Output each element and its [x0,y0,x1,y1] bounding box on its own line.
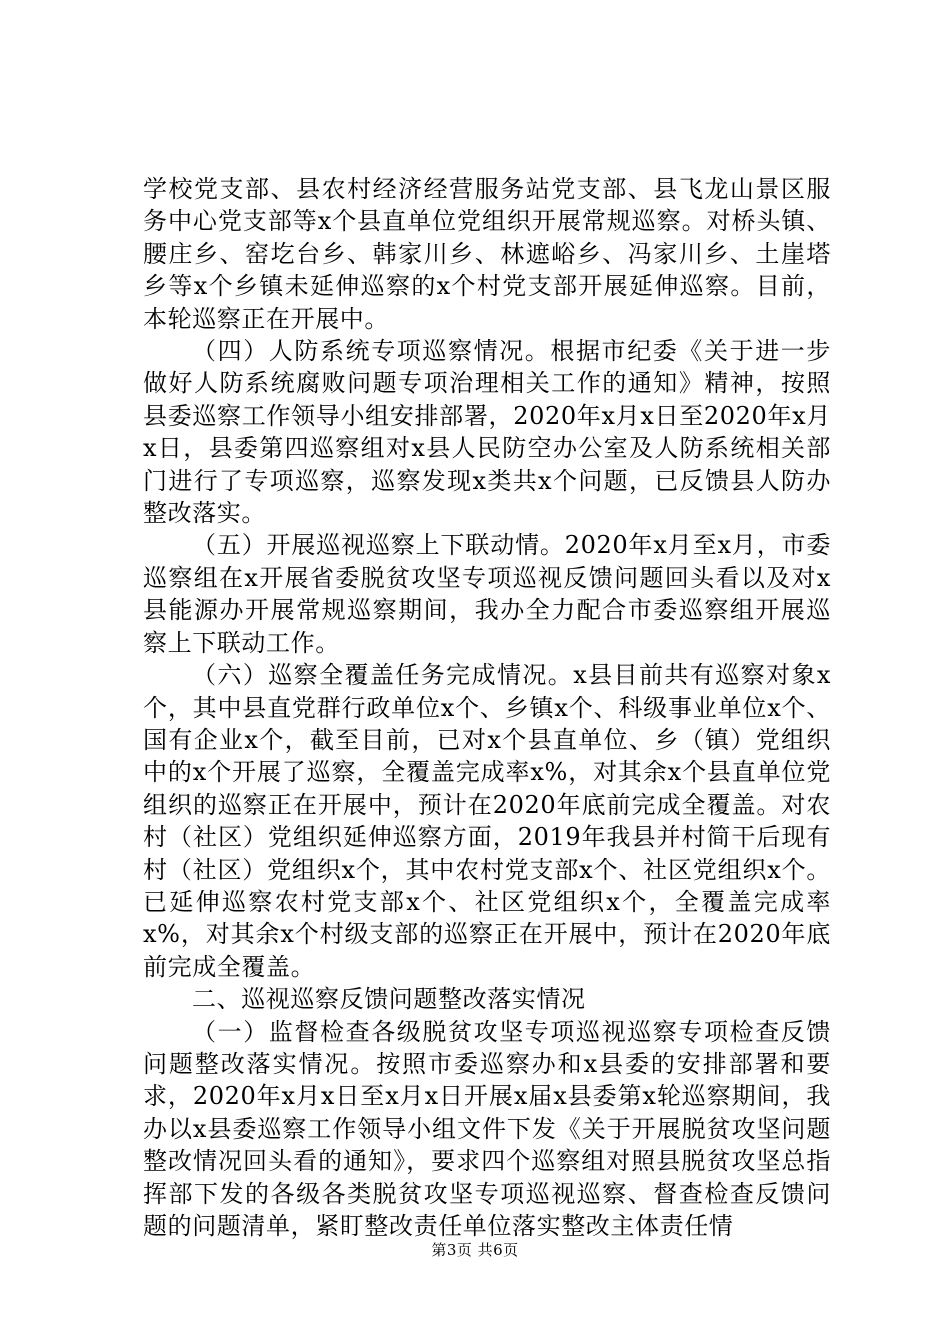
paragraph-civil-defense-inspection: （四）人防系统专项巡察情况。根据市纪委《关于进一步做好人防系统腐败问题专项治理相关工作的通知》精神，按照县委巡察工作领导小组安排部署，2020年x月x日至2020年x月x日，县委第四巡察组对x县人民防空办公室及人防系统相关部门进行了专项巡察，巡察发现x类共x个问题，已反馈县人防办整改落实。 [143,337,831,528]
section-heading-rectification: 二、巡视巡察反馈问题整改落实情况 [192,985,586,1014]
page-footer: 第3页 共6页 [431,1241,519,1259]
paragraph-full-coverage: （六）巡察全覆盖任务完成情况。x县目前共有巡察对象x个，其中县直党群行政单位x个、乡镇x个、科级事业单位x个、国有企业x个，截至目前，已对x个县直单位、乡（镇）党组织中的x个开展了巡察，全覆盖完成率x%，对其余x个县直单位党组织的巡察正在开展中，预计在2020年底前完成全覆盖。对农村（社区）党组织延伸巡察方面，2019年我县并村简干后现有村（社区）党组织x个，其中农村党支部x个、社区党组织x个。已延伸巡察农村党支部x个、社区党组织x个，全覆盖完成率x%，对其余x个村级支部的巡察正在开展中，预计在2020年底前完成全覆盖。 [143,661,831,981]
paragraph-poverty-supervision: （一）监督检查各级脱贫攻坚专项巡视巡察专项检查反馈问题整改落实情况。按照市委巡察办和x县委的安排部署和要求，2020年x月x日至x月x日开展x届x县委第x轮巡察期间，我办以x县委巡察工作领导小组文件下发《关于开展脱贫攻坚问题整改情况回头看的通知》，要求四个巡察组对照县脱贫攻坚总指挥部下发的各级各类脱贫攻坚专项巡视巡察、督查检查反馈问题的问题清单，紧盯整改责任单位落实整改主体责任情 [143,1017,831,1240]
paragraph-linked-inspection: （五）开展巡视巡察上下联动情。2020年x月至x月，市委巡察组在x开展省委脱贫攻坚专项巡视反馈问题回头看以及对x县能源办开展常规巡察期间，我办全力配合市委巡察组开展巡察上下联动工作。 [143,531,831,657]
paragraph-continuation: 学校党支部、县农村经济经营服务站党支部、县飞龙山景区服务中心党支部等x个县直单位党组织开展常规巡察。对桥头镇、腰庄乡、窑圪台乡、韩家川乡、林遮峪乡、冯家川乡、土崖塔乡等x个乡镇未延伸巡察的x个村党支部开展延伸巡察。目前，本轮巡察正在开展中。 [143,175,831,333]
document-body [143,173,831,1242]
